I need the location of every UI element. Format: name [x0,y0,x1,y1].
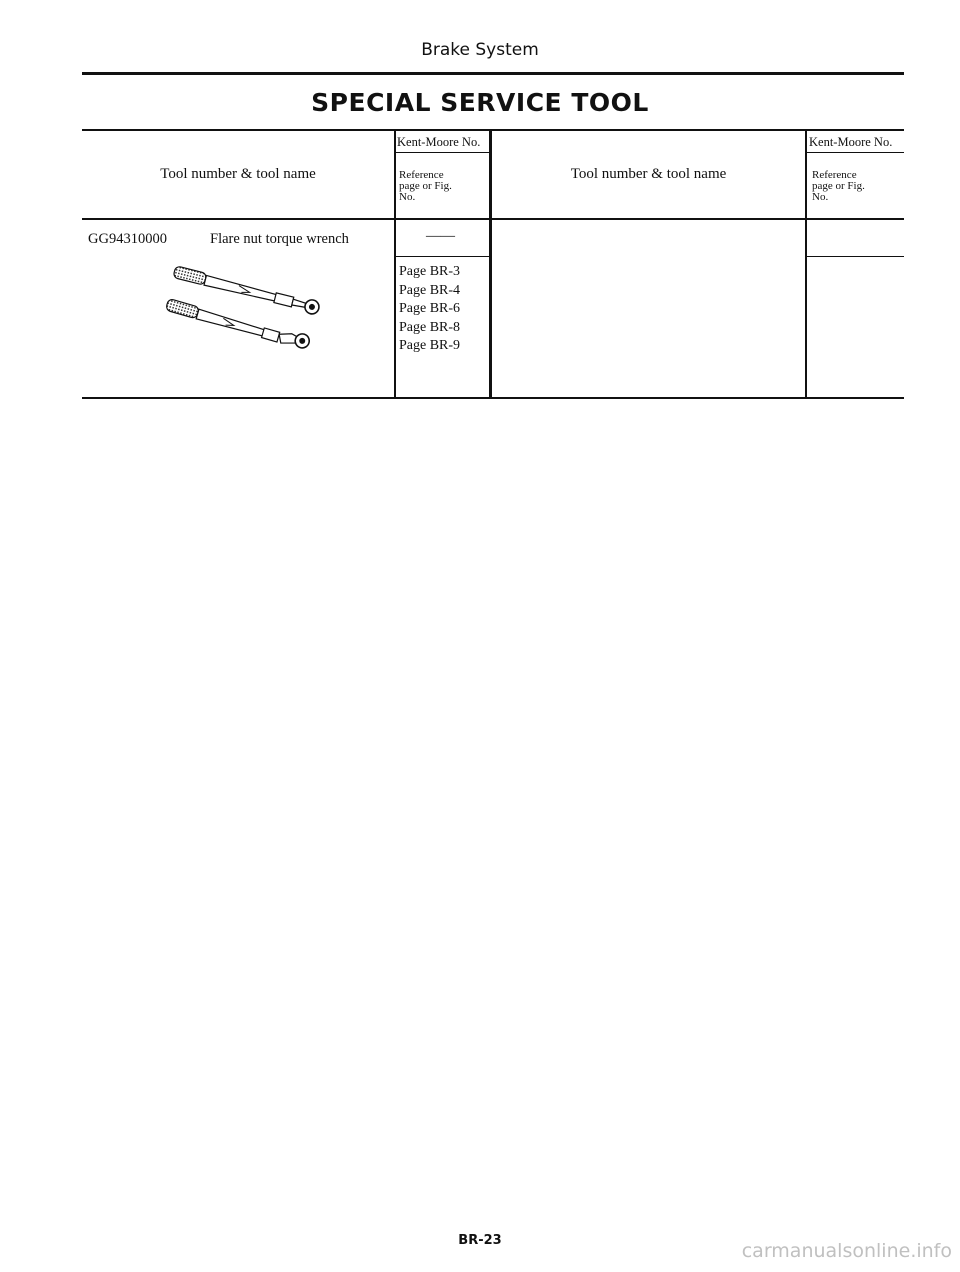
page-heading: SPECIAL SERVICE TOOL [311,88,649,117]
watermark[interactable]: carmanualsonline.info [741,1240,952,1262]
kent-moore-number: —— [426,228,455,244]
table-header-bottom-rule [82,218,904,220]
reference-item: Page BR-9 [399,338,461,353]
right-km-row-separator [806,256,904,257]
left-tool-column-header: Tool number & tool name [160,166,316,182]
tool-number: GG94310000 [88,231,167,247]
left-kentmoore-header: Kent-Moore No. [397,135,481,149]
kentmoore-underline-left [395,152,490,153]
page-number: BR-23 [458,1233,502,1248]
left-kentmoore-col-divider [394,130,396,398]
reference-item: Page BR-8 [399,319,461,335]
table-top-rule [82,129,904,131]
kentmoore-underline-right [806,152,904,153]
table-bottom-rule [82,397,904,399]
right-kentmoore-col-divider [805,130,807,398]
reference-item: Page BR-3 [399,264,461,279]
header-rule [82,72,904,75]
right-tool-column-header: Tool number & tool name [570,166,727,182]
right-kentmoore-header: Kent-Moore No. [809,135,893,149]
right-reference-header: Reference page or Fig. No. [812,169,865,203]
left-km-row-separator [395,256,490,257]
tool-name: Flare nut torque wrench [210,231,349,247]
left-reference-header: Reference page or Fig. No. [399,169,452,203]
reference-item: Page BR-4 [399,282,461,298]
reference-item: Page BR-6 [399,301,461,316]
reference-list [399,263,460,356]
flare-nut-torque-wrench-icon [160,258,340,354]
section-title: Brake System [421,40,539,60]
